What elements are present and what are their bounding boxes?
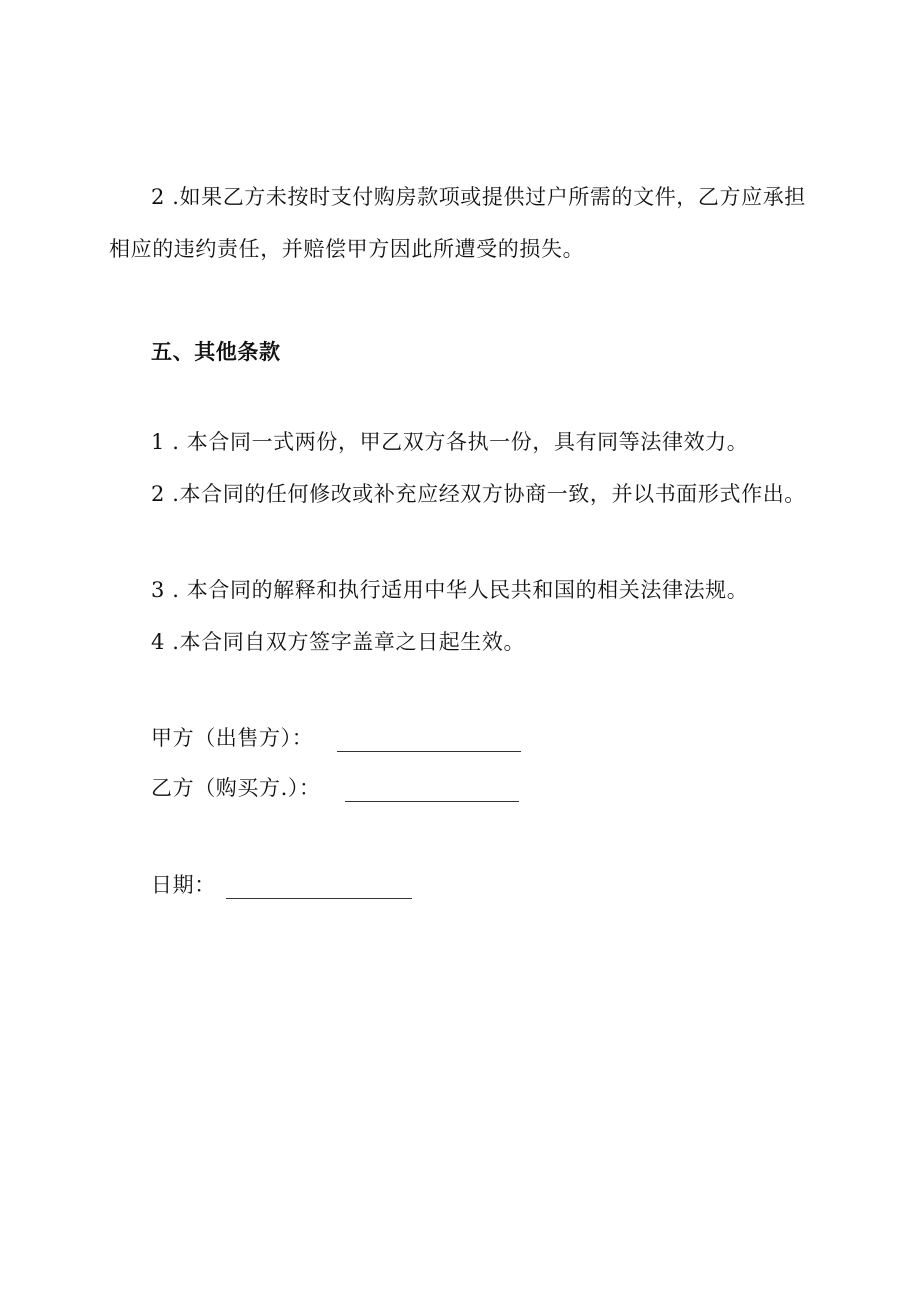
party-b-signature-line bbox=[345, 779, 519, 802]
party-a-label: 甲方（出售方）： bbox=[151, 726, 314, 750]
party-b-label: 乙方（购买方.）： bbox=[151, 776, 321, 800]
party-a-signature-line bbox=[337, 729, 521, 752]
breach-clause-2: 2 .如果乙方未按时支付购房款项或提供过户所需的文件，乙方应承担相应的违约责任，并赔偿甲方因此所遭受的损失。 bbox=[109, 185, 806, 261]
party-b-signature-row bbox=[151, 772, 519, 802]
section-5-item-3: 3 . 本合同的解释和执行适用中华人民共和国的相关法律法规。 bbox=[151, 578, 749, 602]
date-row bbox=[151, 869, 412, 899]
section-5-heading: 五、其他条款 bbox=[151, 339, 281, 364]
party-a-signature-row bbox=[151, 722, 521, 752]
date-label: 日期： bbox=[151, 873, 216, 897]
section-5-item-2: 2 .本合同的任何修改或补充应经双方协商一致，并以书面形式作出。 bbox=[151, 482, 806, 506]
section-5-item-4: 4 .本合同自双方签字盖章之日起生效。 bbox=[151, 630, 526, 654]
date-line bbox=[226, 876, 412, 899]
section-5-item-1: 1 . 本合同一式两份，甲乙双方各执一份，具有同等法律效力。 bbox=[151, 430, 749, 454]
